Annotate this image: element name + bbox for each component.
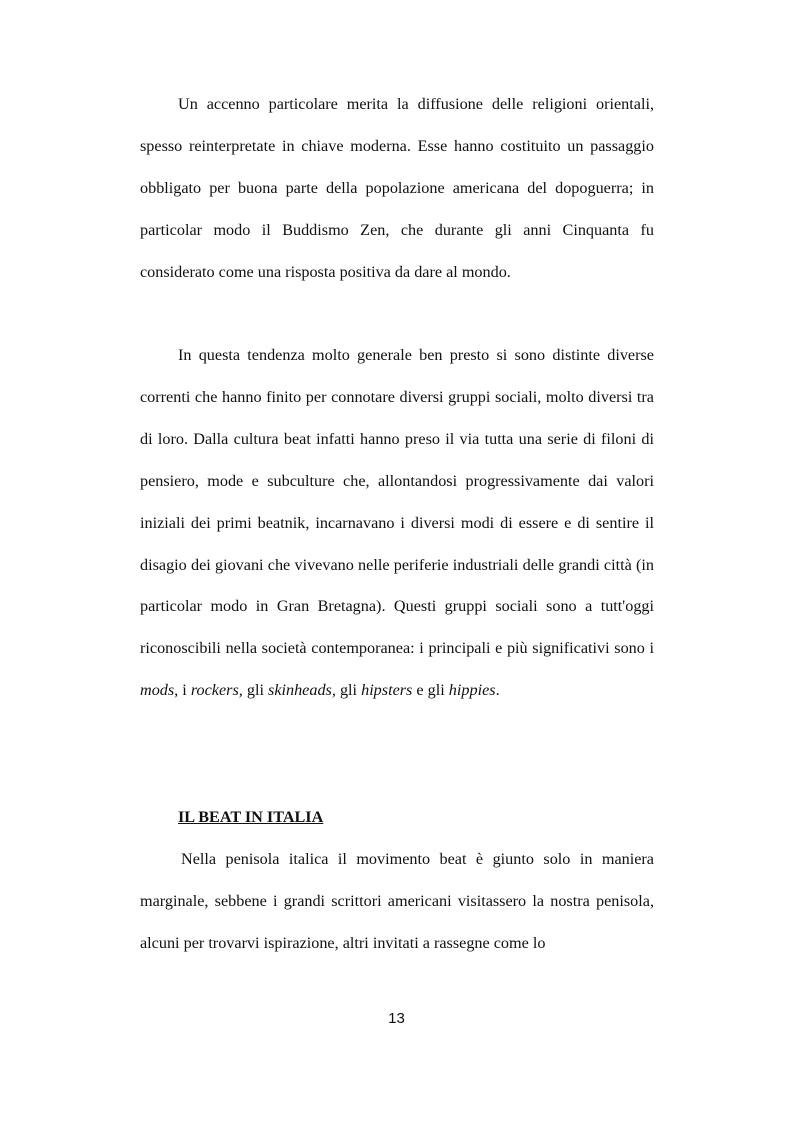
- paragraph-eastern-religions: Un accenno particolare merita la diffusione delle religioni orientali, spesso reinterpretate in chiave moderna. Esse hanno costituito un passaggio obbligato per buona parte della popolazione americana del dopoguerra; in particolar modo il Buddismo Zen, che durante gli anni Cinquanta fu considerato come una risposta positiva da dare al mondo.: [140, 95, 654, 281]
- term-hippies: hippies: [448, 681, 496, 700]
- term-rockers: rockers,: [190, 681, 243, 700]
- paragraph-beat-italy-text: Nella penisola italica il movimento beat è giunto solo in maniera marginale, sebbene i grandi scrittori americani visitassero la nostra penisola, alcuni per trovarvi ispirazione, altri invitati a rassegne come lo: [140, 850, 654, 952]
- separator: gli: [335, 681, 362, 700]
- paragraph-end: .: [495, 681, 500, 700]
- paragraph-subcultures: [140, 335, 654, 712]
- page-number: 13: [388, 1010, 405, 1027]
- paragraph-beat-italy: [140, 839, 654, 965]
- term-skinheads: skinheads,: [268, 681, 336, 700]
- paragraph-subcultures-text: In questa tendenza molto generale ben presto si sono distinte diverse correnti che hanno finito per connotare diversi gruppi sociali, molto diversi tra di loro. Dalla cultura beat infatti hanno preso il via tutta una serie di filoni di pensiero, mode e subculture che, allontandosi progressivamente dai valori iniziali dei primi beatnik, incarnavano i diversi modi di essere e di sentire il disagio dei giovani che vivevano nelle periferie industriali delle grandi città (in particolar modo in Gran Bretagna). Questi gruppi sociali sono a tutt'oggi riconoscibili nella società contemporanea: i principali e più significativi sono i: [140, 346, 654, 658]
- separator: e gli: [412, 681, 449, 700]
- term-hipsters: hipsters: [361, 681, 413, 700]
- separator: gli: [242, 681, 269, 700]
- term-mods: mods,: [140, 681, 179, 700]
- section-heading: IL BEAT IN ITALIA: [178, 808, 324, 826]
- separator: i: [178, 681, 191, 700]
